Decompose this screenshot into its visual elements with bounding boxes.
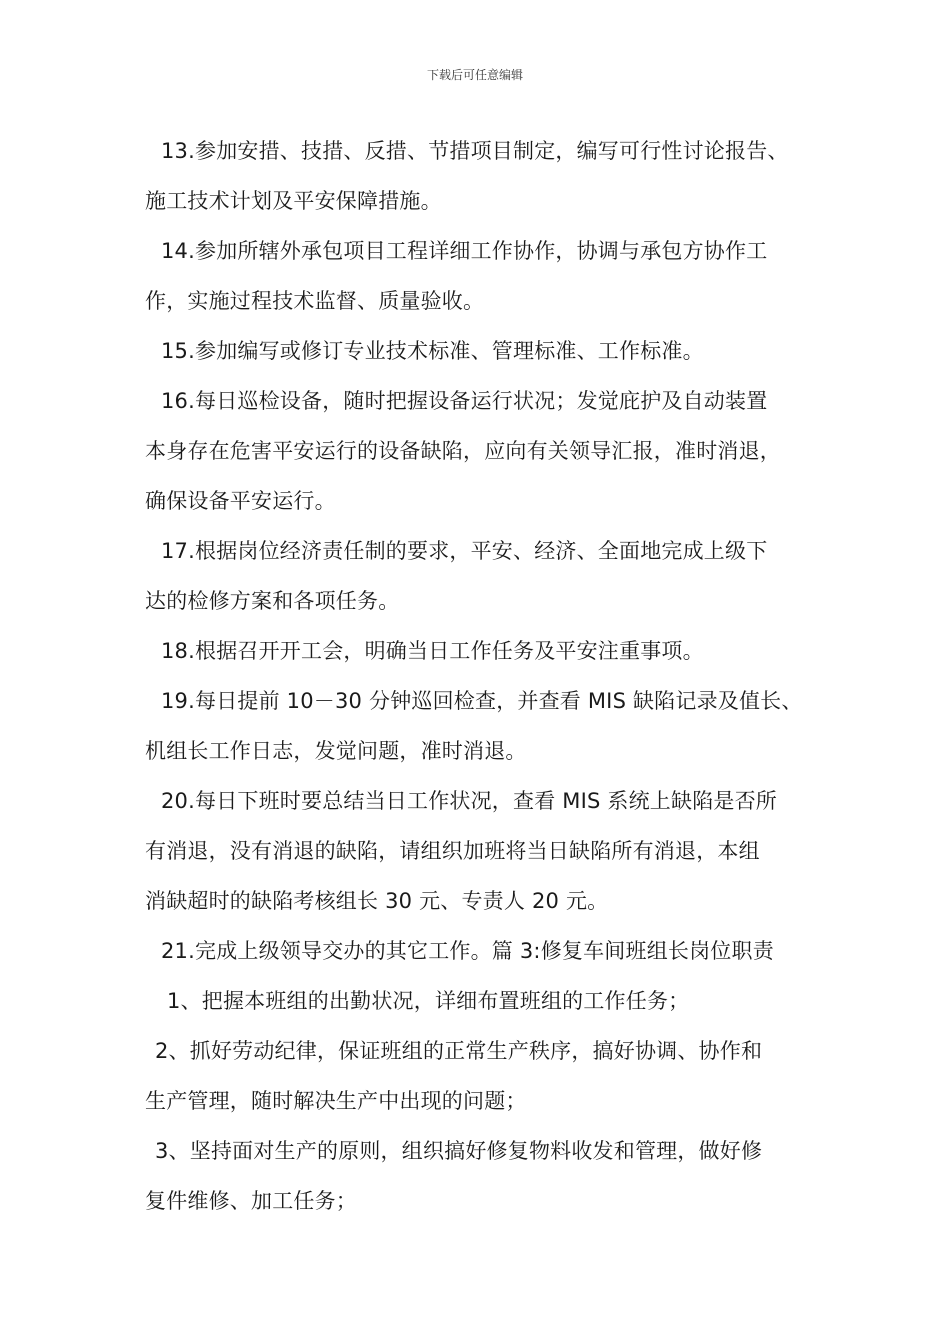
paragraph-line: 15.参加编写或修订专业技术标准、管理标准、工作标准。 — [161, 339, 704, 363]
paragraph-line: 18.根据召开开工会，明确当日工作任务及平安注重事项。 — [161, 639, 704, 663]
paragraph-line: 20.每日下班时要总结当日工作状况，查看 MIS 系统上缺陷是否所 — [161, 789, 777, 813]
paragraph-line: 确保设备平安运行。 — [145, 489, 336, 513]
paragraph-line: 19.每日提前 10－30 分钟巡回检查，并查看 MIS 缺陷记录及值长、 — [161, 689, 803, 713]
paragraph-line: 13.参加安措、技措、反措、节措项目制定，编写可行性讨论报告、 — [161, 139, 789, 163]
paragraph-line: 14.参加所辖外承包项目工程详细工作协作，协调与承包方协作工 — [161, 239, 768, 263]
paragraph-line: 21.完成上级领导交办的其它工作。篇 3:修复车间班组长岗位职责 — [161, 939, 774, 963]
paragraph-line: 16.每日巡检设备，随时把握设备运行状况；发觉庇护及自动装置 — [161, 389, 768, 413]
paragraph-line: 机组长工作日志，发觉问题，准时消退。 — [145, 739, 527, 763]
paragraph-line: 17.根据岗位经济责任制的要求，平安、经济、全面地完成上级下 — [161, 539, 768, 563]
paragraph-line: 消缺超时的缺陷考核组长 30 元、专责人 20 元。 — [145, 889, 609, 913]
paragraph-line: 有消退，没有消退的缺陷，请组织加班将当日缺陷所有消退，本组 — [145, 839, 760, 863]
paragraph-line: 本身存在危害平安运行的设备缺陷，应向有关领导汇报，准时消退， — [145, 439, 781, 463]
paragraph-line: 作，实施过程技术监督、质量验收。 — [145, 289, 485, 313]
document-body — [145, 126, 825, 1226]
paragraph-line: 1、把握本班组的出勤状况，详细布置班组的工作任务； — [167, 989, 690, 1013]
paragraph-line: 复件维修、加工任务； — [145, 1189, 357, 1213]
paragraph-line: 2、抓好劳动纪律，保证班组的正常生产秩序，搞好协调、协作和 — [155, 1039, 763, 1063]
page-header-note: 下载后可任意编辑 — [426, 68, 523, 82]
paragraph-line: 施工技术计划及平安保障措施。 — [145, 189, 442, 213]
paragraph-line: 达的检修方案和各项任务。 — [145, 589, 400, 613]
paragraph-line: 生产管理，随时解决生产中出现的问题； — [145, 1089, 527, 1113]
paragraph-line: 3、坚持面对生产的原则，组织搞好修复物料收发和管理，做好修 — [155, 1139, 763, 1163]
